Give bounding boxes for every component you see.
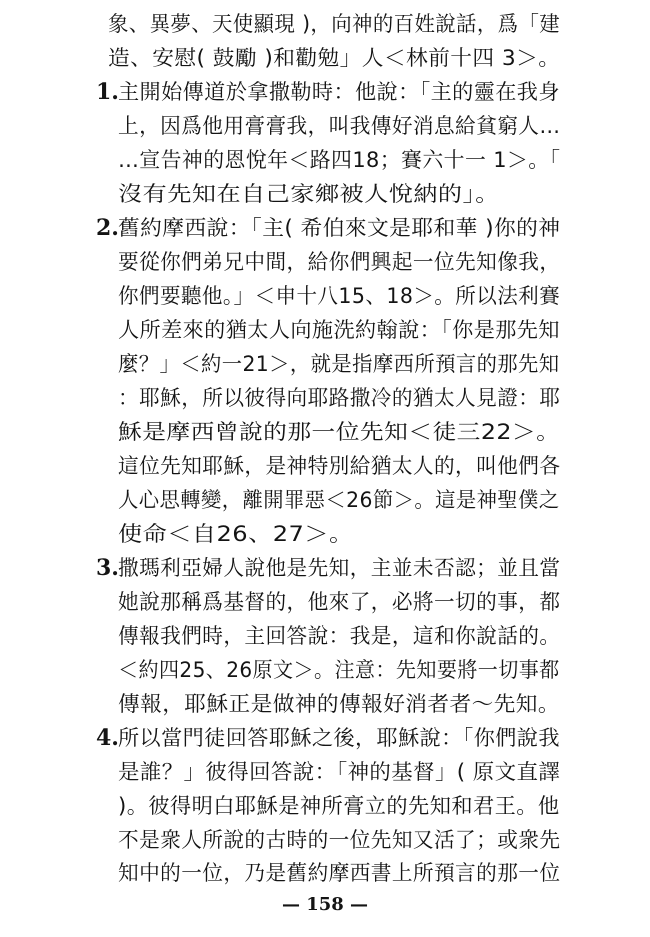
text-line: 她說那稱爲基督的，他來了，必將一切的事，都 (118, 590, 561, 614)
text-line: 上，因爲他用膏膏我，叫我傳好消息給貧窮人… (118, 114, 561, 138)
text-line: 傳報我們時，主回答說：我是，這和你說話的。 (118, 624, 561, 648)
text-line: 沒有先知在自己家鄉被人悅納的」。 (118, 182, 500, 206)
text-line: ＜約四25、26原文＞。注意：先知要將一切事都 (118, 658, 560, 682)
text-line: )。彼得明白耶穌是神所膏立的先知和君王。他 (118, 794, 560, 818)
list-number: 2. (96, 215, 119, 241)
text-line: 撒瑪利亞婦人說他是先知，主並未否認；並且當 (118, 556, 561, 580)
text-line: 人所差來的猶太人向施洗約翰說：「你是那先知 (118, 318, 560, 342)
text-line: …宣告神的恩悅年＜路四18；賽六十一 1＞。「 (118, 148, 561, 172)
page-number: — 158 — (281, 894, 369, 915)
list-number: 3. (96, 555, 119, 581)
text-line: 是誰？」彼得回答說：「神的基督」( 原文直譯 (118, 760, 561, 784)
text-line: 象、異夢、天使顯現 )，向神的百姓說話，爲「建 (108, 12, 561, 36)
text-line: 要從你們弟兄中間，給你們興起一位先知像我， (118, 250, 561, 274)
text-line: 主開始傳道於拿撒勒時：他說：「主的靈在我身 (118, 80, 560, 104)
text-line: 使命＜自26、27＞。 (118, 522, 354, 546)
text-line: 傳報，耶穌正是做神的傳報好消者者～先知。 (118, 692, 560, 716)
list-number: 1. (96, 79, 119, 105)
text-line: 所以當門徒回答耶穌之後，耶穌說：「你們說我 (118, 726, 560, 750)
text-line: ：耶穌，所以彼得向耶路撒冷的猶太人見證：耶 (118, 386, 561, 410)
text-line: 不是衆人所說的古時的一位先知又活了；或衆先 (118, 828, 561, 852)
text-line: 穌是摩西曾說的那一位先知＜徒三22＞。 (118, 420, 561, 444)
text-line: 麼？」＜約一21＞，就是指摩西所預言的那先知 (118, 352, 560, 376)
text-line: 造、安慰( 鼓勵 )和勸勉」人＜林前十四 3＞。 (108, 46, 561, 70)
text-line: 舊約摩西說：「主( 希伯來文是耶和華 )你的神 (118, 216, 561, 240)
text-line: 你們要聽他。」＜申十八15、18＞。所以法利賽 (118, 284, 561, 308)
list-number: 4. (96, 725, 119, 751)
text-line: 人心思轉變，離開罪惡＜26節＞。這是神聖僕之 (118, 488, 560, 512)
text-line: 這位先知耶穌，是神特別給猶太人的，叫他們各 (118, 454, 561, 478)
text-line: 知中的一位，乃是舊約摩西書上所預言的那一位 (118, 861, 561, 885)
